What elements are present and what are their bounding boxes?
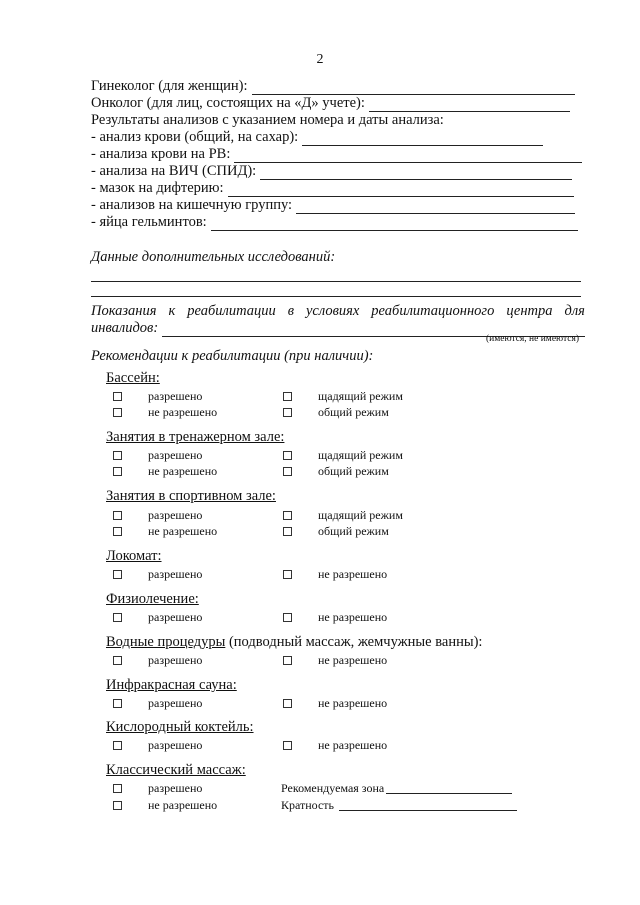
- sport-hall-not-allowed-option[interactable]: [113, 524, 217, 538]
- option-label: разрешено: [148, 508, 203, 522]
- option-label: разрешено: [148, 738, 203, 752]
- helminth-line[interactable]: [211, 218, 578, 231]
- massage-frequency-line[interactable]: [339, 800, 517, 811]
- section-oxygen-title: Кислородный коктейль:: [106, 719, 254, 735]
- indications-word: центра: [506, 303, 553, 319]
- checkbox-icon[interactable]: [113, 784, 122, 793]
- water-allowed-option[interactable]: [113, 653, 202, 667]
- option-label: разрешено: [148, 567, 203, 581]
- oxygen-allowed-option[interactable]: [113, 738, 202, 752]
- hiv-label: - анализа на ВИЧ (СПИД):: [91, 163, 257, 179]
- option-label: общий режим: [318, 405, 389, 419]
- section-pool: [106, 370, 160, 387]
- indications-block: [91, 303, 585, 337]
- option-label: не разрешено: [318, 567, 388, 581]
- additional-studies-line-2[interactable]: [91, 296, 581, 297]
- indications-word: к: [168, 303, 176, 319]
- indications-first-line: [91, 303, 585, 320]
- option-label: разрешено: [148, 653, 203, 667]
- diphtheria-field: [91, 180, 574, 197]
- helminth-label: - яйца гельминтов:: [91, 214, 207, 230]
- analyses-intro: Результаты анализов с указанием номера и даты анализа:: [91, 112, 444, 128]
- section-gym-title: Занятия в тренажерном зале:: [106, 429, 285, 445]
- indications-word: условиях: [305, 303, 360, 319]
- massage-allowed-option[interactable]: [113, 781, 202, 795]
- oncologist-line[interactable]: [369, 99, 570, 112]
- helminth-field: [91, 214, 578, 231]
- intestinal-line[interactable]: [296, 201, 575, 214]
- gym-allowed-option[interactable]: [113, 448, 202, 462]
- option-label: щадящий режим: [318, 389, 403, 403]
- physio-allowed-option[interactable]: [113, 610, 202, 624]
- massage-frequency-field: [281, 798, 517, 812]
- indications-note: (имеются, не имеются): [486, 334, 580, 344]
- option-label: разрешено: [148, 448, 203, 462]
- pool-allowed-option[interactable]: [113, 389, 202, 403]
- section-massage-title: Классический массаж:: [106, 762, 246, 778]
- water-not-allowed-option[interactable]: [283, 653, 387, 667]
- massage-zone-line[interactable]: [386, 783, 512, 794]
- checkbox-icon[interactable]: [283, 467, 292, 476]
- checkbox-icon[interactable]: [113, 408, 122, 417]
- checkbox-icon[interactable]: [113, 801, 122, 810]
- checkbox-icon[interactable]: [283, 511, 292, 520]
- section-sauna-title: Инфракрасная сауна:: [106, 677, 237, 693]
- pool-not-allowed-option[interactable]: [113, 405, 217, 419]
- section-physio-title: Физиолечение:: [106, 591, 199, 607]
- section-sauna: [106, 677, 237, 694]
- checkbox-icon[interactable]: [283, 741, 292, 750]
- blood-general-label: - анализ крови (общий, на сахар):: [91, 129, 299, 145]
- checkbox-icon[interactable]: [113, 741, 122, 750]
- section-sport-hall: [106, 488, 276, 505]
- gym-not-allowed-option[interactable]: [113, 464, 217, 478]
- intestinal-label: - анализов на кишечную группу:: [91, 197, 293, 213]
- option-label: разрешено: [148, 610, 203, 624]
- gynecologist-field: [91, 78, 575, 95]
- checkbox-icon[interactable]: [113, 467, 122, 476]
- section-water-extra: (подводный массаж, жемчужные ванны):: [225, 634, 483, 650]
- blood-rv-field: [91, 146, 582, 163]
- section-water-title: Водные процедуры: [106, 634, 226, 650]
- sport-hall-general-option[interactable]: [283, 524, 389, 538]
- section-water: [106, 634, 482, 651]
- option-label: не разрешено: [148, 524, 218, 538]
- gym-gentle-option[interactable]: [283, 448, 403, 462]
- oncologist-label: Онколог (для лиц, состоящих на «Д» учете):: [91, 95, 365, 111]
- checkbox-icon[interactable]: [283, 392, 292, 401]
- checkbox-icon[interactable]: [283, 527, 292, 536]
- sauna-allowed-option[interactable]: [113, 696, 202, 710]
- option-label: не разрешено: [148, 464, 218, 478]
- sport-hall-allowed-option[interactable]: [113, 508, 202, 522]
- blood-general-line[interactable]: [302, 133, 543, 146]
- massage-not-allowed-option[interactable]: [113, 798, 217, 812]
- option-label: разрешено: [148, 781, 203, 795]
- option-label: не разрешено: [318, 610, 388, 624]
- lokomat-allowed-option[interactable]: [113, 567, 202, 581]
- section-pool-title: Бассейн:: [106, 370, 160, 386]
- hiv-field: [91, 163, 572, 180]
- checkbox-icon[interactable]: [113, 699, 122, 708]
- section-massage: [106, 762, 246, 779]
- indications-label: инвалидов:: [91, 320, 159, 336]
- section-oxygen: [106, 719, 254, 736]
- physio-not-allowed-option[interactable]: [283, 610, 387, 624]
- massage-frequency-label: Кратность: [281, 798, 335, 812]
- pool-general-option[interactable]: [283, 405, 389, 419]
- indications-word: Показания: [91, 303, 157, 319]
- option-label: щадящий режим: [318, 508, 403, 522]
- additional-studies-heading: Данные дополнительных исследований:: [91, 249, 336, 265]
- page-number: 2: [316, 52, 324, 67]
- diphtheria-line[interactable]: [228, 184, 574, 197]
- indications-word: в: [287, 303, 294, 319]
- indications-word: для: [564, 303, 585, 319]
- intestinal-field: [91, 197, 575, 214]
- hiv-line[interactable]: [260, 167, 572, 180]
- option-label: не разрешено: [318, 653, 388, 667]
- oncologist-field: [91, 95, 570, 112]
- option-label: общий режим: [318, 524, 389, 538]
- indications-word: реабилитационного: [371, 303, 495, 319]
- gym-general-option[interactable]: [283, 464, 389, 478]
- checkbox-icon[interactable]: [113, 392, 122, 401]
- gynecologist-line[interactable]: [252, 82, 575, 95]
- additional-studies-line-1[interactable]: [91, 281, 581, 282]
- massage-zone-label: Рекомендуемая зона: [281, 781, 385, 795]
- blood-rv-line[interactable]: [234, 150, 582, 163]
- massage-zone-field: [281, 781, 512, 795]
- option-label: общий режим: [318, 464, 389, 478]
- checkbox-icon[interactable]: [113, 511, 122, 520]
- indications-word: реабилитации: [187, 303, 276, 319]
- checkbox-icon[interactable]: [283, 613, 292, 622]
- option-label: не разрешено: [148, 798, 218, 812]
- gynecologist-label: Гинеколог (для женщин):: [91, 78, 248, 94]
- checkbox-icon[interactable]: [283, 570, 292, 579]
- checkbox-icon[interactable]: [113, 613, 122, 622]
- option-label: щадящий режим: [318, 448, 403, 462]
- checkbox-icon[interactable]: [113, 656, 122, 665]
- checkbox-icon[interactable]: [113, 570, 122, 579]
- option-label: разрешено: [148, 389, 203, 403]
- option-label: разрешено: [148, 696, 203, 710]
- option-label: не разрешено: [148, 405, 218, 419]
- blood-general-field: [91, 129, 543, 146]
- pool-gentle-option[interactable]: [283, 389, 403, 403]
- checkbox-icon[interactable]: [113, 527, 122, 536]
- section-lokomat-title: Локомат:: [106, 548, 162, 564]
- sport-hall-gentle-option[interactable]: [283, 508, 403, 522]
- checkbox-icon[interactable]: [113, 451, 122, 460]
- checkbox-icon[interactable]: [283, 408, 292, 417]
- section-lokomat: [106, 548, 162, 565]
- checkbox-icon[interactable]: [283, 656, 292, 665]
- section-sport-hall-title: Занятия в спортивном зале:: [106, 488, 276, 504]
- lokomat-not-allowed-option[interactable]: [283, 567, 387, 581]
- recommendations-heading: Рекомендации к реабилитации (при наличии):: [91, 348, 374, 364]
- diphtheria-label: - мазок на дифтерию:: [91, 180, 224, 196]
- section-physio: [106, 591, 199, 608]
- option-label: не разрешено: [318, 738, 388, 752]
- blood-rv-label: - анализа крови на РВ:: [91, 146, 231, 162]
- section-gym: [106, 429, 284, 446]
- checkbox-icon[interactable]: [283, 699, 292, 708]
- sauna-not-allowed-option[interactable]: [283, 696, 387, 710]
- oxygen-not-allowed-option[interactable]: [283, 738, 387, 752]
- option-label: не разрешено: [318, 696, 388, 710]
- checkbox-icon[interactable]: [283, 451, 292, 460]
